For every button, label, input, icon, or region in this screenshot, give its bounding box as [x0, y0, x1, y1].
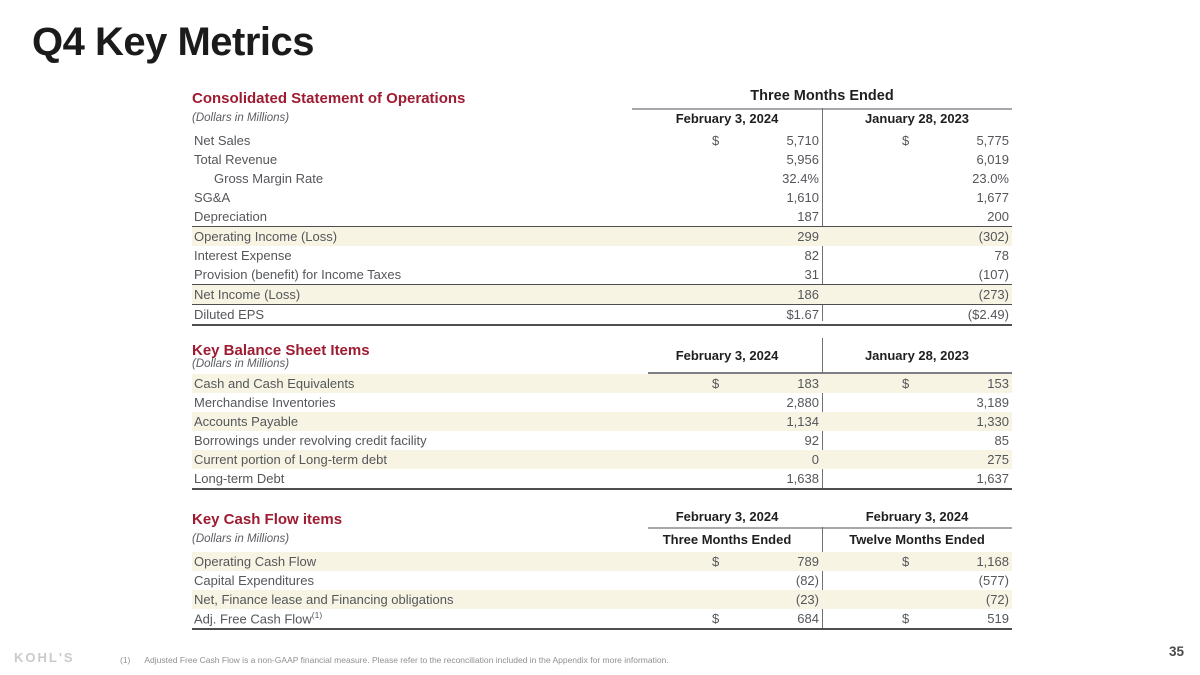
row-label: Operating Income (Loss) — [194, 229, 338, 244]
value-text: 183 — [797, 376, 819, 391]
table-row — [192, 246, 1012, 265]
value-text: 153 — [987, 376, 1009, 391]
row-label: Current portion of Long-term debt — [194, 452, 387, 467]
row-label: SG&A — [194, 190, 231, 205]
cashflow-table-title: Key Cash Flow items — [192, 511, 343, 528]
value-col1: 1,610 — [786, 190, 819, 205]
table-row — [192, 571, 1012, 590]
value-col2 — [822, 133, 1012, 148]
column-header-period-col2: Twelve Months Ended — [849, 532, 985, 547]
value-col2: 85 — [994, 433, 1009, 448]
row-label: Net Sales — [194, 133, 251, 148]
cash-flow-table — [192, 505, 1012, 630]
value-col1: 82 — [804, 248, 819, 263]
row-label: Operating Cash Flow — [194, 554, 317, 569]
operations-table — [192, 86, 1012, 321]
value-col1: $1.67 — [786, 307, 819, 322]
dollar-sign: $ — [902, 376, 910, 391]
value-col1 — [632, 376, 822, 391]
row-label — [192, 610, 632, 626]
span-header: Three Months Ended — [750, 88, 894, 104]
table-row-highlighted — [192, 552, 1012, 571]
value-text: 519 — [987, 611, 1009, 626]
row-label: Interest Expense — [194, 248, 292, 263]
row-label-text: Adj. Free Cash Flow — [194, 611, 312, 627]
value-text: 5,775 — [976, 133, 1009, 148]
column-header-col1: February 3, 2024 — [675, 111, 779, 126]
table-row-highlighted — [192, 226, 1012, 246]
cashflow-rows — [192, 552, 1012, 630]
value-col2: (302) — [978, 229, 1009, 244]
row-label: Diluted EPS — [194, 307, 265, 322]
value-col1: 5,956 — [786, 152, 819, 167]
dollar-sign: $ — [902, 133, 910, 148]
value-col2: (107) — [978, 267, 1009, 282]
dollar-sign: $ — [712, 554, 720, 569]
value-col2: (577) — [978, 573, 1009, 588]
table-row — [192, 150, 1012, 169]
page-title: Q4 Key Metrics — [32, 20, 315, 64]
footnote-marker: (1) — [120, 655, 131, 665]
value-col1: 186 — [797, 287, 819, 302]
value-col2: 275 — [987, 452, 1009, 467]
value-col1: 31 — [804, 267, 819, 282]
value-text: 789 — [797, 554, 819, 569]
dollar-sign: $ — [712, 133, 720, 148]
dollar-sign: $ — [712, 376, 720, 391]
column-header-period-col1: Three Months Ended — [662, 532, 792, 547]
row-label: Gross Margin Rate — [214, 171, 324, 186]
column-header-date-col1: February 3, 2024 — [675, 509, 779, 524]
row-label: Merchandise Inventories — [194, 395, 336, 410]
value-col2 — [822, 554, 1012, 569]
operations-table-subtitle: (Dollars in Millions) — [192, 112, 290, 124]
value-col2 — [822, 376, 1012, 391]
table-row-highlighted — [192, 450, 1012, 469]
balance-rows — [192, 374, 1012, 490]
row-label: Accounts Payable — [194, 414, 299, 429]
value-col2 — [822, 611, 1012, 626]
row-label: Net Income (Loss) — [194, 287, 301, 302]
table-row-highlighted — [192, 412, 1012, 431]
balance-table-title: Key Balance Sheet Items — [192, 342, 370, 359]
value-col1 — [632, 554, 822, 569]
footnote-text: Adjusted Free Cash Flow is a non-GAAP financial measure. Please refer to the reconciliation included in the Appendix for more information. — [144, 655, 669, 665]
balance-sheet-table — [192, 336, 1012, 491]
operations-rows — [192, 131, 1012, 326]
value-col2: 1,637 — [976, 471, 1009, 486]
value-text: 1,168 — [976, 554, 1009, 569]
table-row-highlighted — [192, 284, 1012, 304]
page-number: 35 — [1168, 644, 1184, 659]
dollar-sign: $ — [712, 611, 720, 626]
value-col2: 1,330 — [976, 414, 1009, 429]
table-row-highlighted — [192, 590, 1012, 609]
table-row-highlighted — [192, 374, 1012, 393]
row-label: Capital Expenditures — [194, 573, 314, 588]
value-text: 684 — [797, 611, 819, 626]
table-row — [192, 169, 1012, 188]
value-col2: (273) — [978, 287, 1009, 302]
table-row — [192, 207, 1012, 226]
balance-table-subtitle: (Dollars in Millions) — [192, 358, 290, 370]
value-col2: (72) — [985, 592, 1009, 607]
value-col1: 32.4% — [782, 171, 819, 186]
operations-table-title: Consolidated Statement of Operations — [192, 90, 466, 107]
value-col1: 0 — [811, 452, 819, 467]
column-header-col2: January 28, 2023 — [864, 111, 970, 126]
column-header-col2: January 28, 2023 — [864, 348, 970, 363]
row-label: Net, Finance lease and Financing obligations — [194, 592, 454, 607]
column-header-col1: February 3, 2024 — [675, 348, 779, 363]
kohls-logo: KOHL'S — [14, 650, 75, 665]
table-row — [192, 265, 1012, 284]
value-col1: 1,134 — [786, 414, 819, 429]
value-col1: 1,638 — [786, 471, 819, 486]
value-col2: 3,189 — [976, 395, 1009, 410]
row-label: Provision (benefit) for Income Taxes — [194, 267, 402, 282]
cashflow-table-subtitle: (Dollars in Millions) — [192, 533, 290, 545]
value-col2: 6,019 — [976, 152, 1009, 167]
value-col2: 78 — [994, 248, 1009, 263]
value-text: 5,710 — [786, 133, 819, 148]
value-col2: 23.0% — [972, 171, 1009, 186]
row-label: Long-term Debt — [194, 471, 285, 486]
table-row — [192, 131, 1012, 150]
value-col1: 92 — [804, 433, 819, 448]
table-row — [192, 431, 1012, 450]
column-header-date-col2: February 3, 2024 — [865, 509, 969, 524]
dollar-sign: $ — [902, 611, 910, 626]
value-col1: 2,880 — [786, 395, 819, 410]
value-col1 — [632, 611, 822, 626]
table-row — [192, 304, 1012, 324]
row-label: Borrowings under revolving credit facility — [194, 433, 427, 448]
header-rule — [648, 527, 1012, 529]
dollar-sign: $ — [902, 554, 910, 569]
row-label: Total Revenue — [194, 152, 278, 167]
value-col1: (82) — [795, 573, 819, 588]
footnote-reference: (1) — [311, 610, 323, 621]
table-row — [192, 609, 1012, 628]
value-col1: (23) — [795, 592, 819, 607]
table-row — [192, 188, 1012, 207]
table-row — [192, 469, 1012, 488]
row-label: Depreciation — [194, 209, 267, 224]
row-label: Cash and Cash Equivalents — [194, 376, 355, 391]
table-row — [192, 393, 1012, 412]
value-col1: 187 — [797, 209, 819, 224]
value-col1: 299 — [797, 229, 819, 244]
footnote — [120, 655, 669, 665]
value-col2: ($2.49) — [967, 307, 1009, 322]
value-col2: 1,677 — [976, 190, 1009, 205]
value-col2: 200 — [987, 209, 1009, 224]
value-col1 — [632, 133, 822, 148]
